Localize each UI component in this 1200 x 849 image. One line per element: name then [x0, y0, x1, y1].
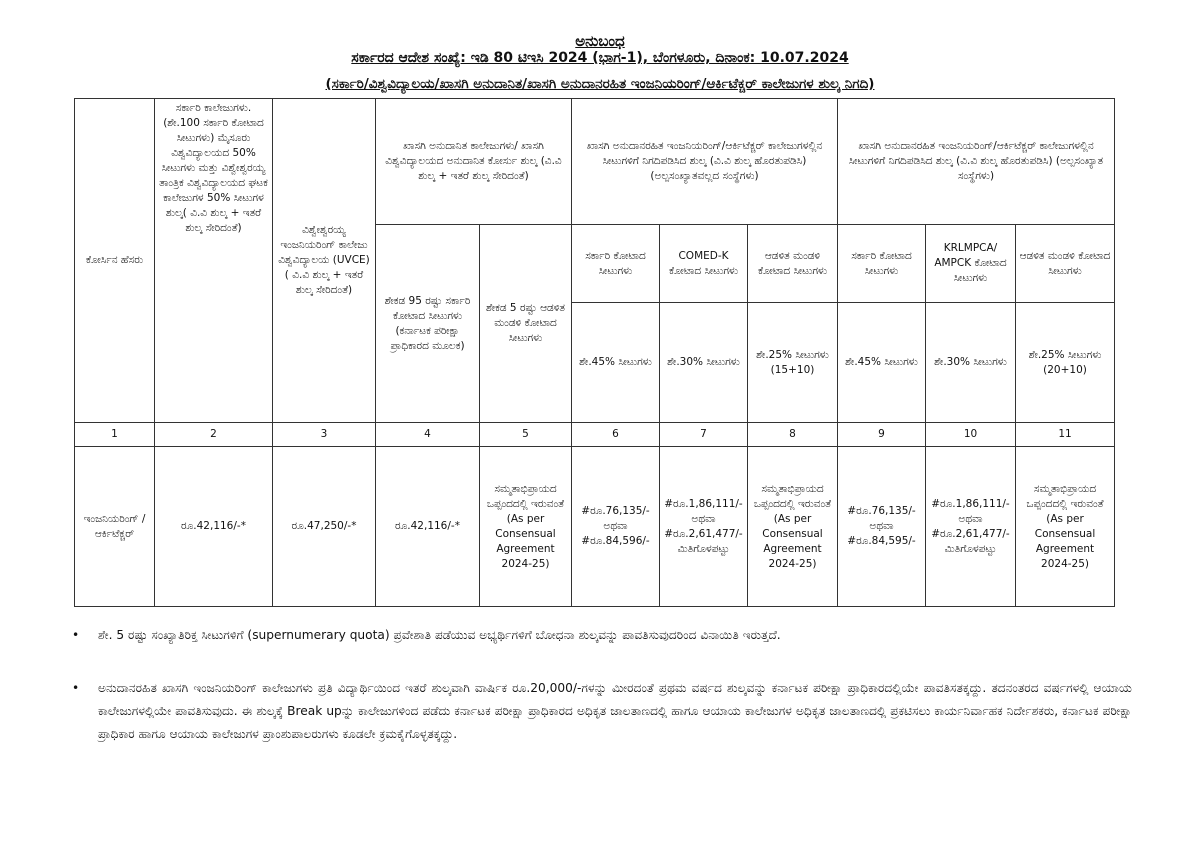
fee-aided-management-quota: ಸಮ್ಮತಾಭಿಪ್ರಾಯದ ಒಪ್ಪಂದದಲ್ಲಿ ಇರುವಂತೆ (As per Consensual Agreement 2024-25) — [480, 447, 572, 607]
fee-comedk-quota: #ರೂ.1,86,111/- ಅಥವಾ #ರೂ.2,61,477/- ಮಿತಿಗೊಳಪಟ್ಟು — [660, 447, 748, 607]
private-aided-header: ಖಾಸಗಿ ಅನುದಾನಿತ ಕಾಲೇಜುಗಳು/ ಖಾಸಗಿ ವಿಶ್ವವಿದ್ಯಾಲಯದ ಅನುದಾನಿತ ಕೋರ್ಸು ಶುಲ್ಕ (ವಿ.ವಿ ಶುಲ್ಕ + ಇತರೆ ಶುಲ್ಕ ಸೇರಿದಂತೆ) — [376, 99, 572, 225]
minority-management-quota-header: ಆಡಳಿತ ಮಂಡಳಿ ಕೋಟಾದ ಸೀಟುಗಳು — [1016, 225, 1115, 303]
fee-nonminority-management-quota: ಸಮ್ಮತಾಭಿಪ್ರಾಯದ ಒಪ್ಪಂದದಲ್ಲಿ ಇರುವಂತೆ (As per Consensual Agreement 2024-25) — [748, 447, 838, 607]
annexure-title: ಅನುಬಂಧ — [575, 32, 625, 50]
column-number: 10 — [926, 423, 1016, 447]
aided-govt-quota-header: ಶೇಕಡ 95 ರಷ್ಟು ಸರ್ಕಾರಿ ಕೋಟಾದ ಸೀಟುಗಳು (ಕರ್ನಾಟಕ ಪರೀಕ್ಷಾ ಪ್ರಾಧಿಕಾರದ ಮೂಲಕ) — [376, 225, 480, 423]
minority-govt-quota-header: ಸರ್ಕಾರಿ ಕೋಟಾದ ಸೀಟುಗಳು — [838, 225, 926, 303]
note-supernumerary — [72, 624, 1132, 647]
column-number: 3 — [273, 423, 376, 447]
course-engineering-architecture: ಇಂಜನಿಯರಿಂಗ್ / ಆರ್ಕಿಟೆಕ್ಚರ್ — [75, 447, 155, 607]
fee-minority-govt-quota: #ರೂ.76,135/- ಅಥವಾ #ರೂ.84,595/- — [838, 447, 926, 607]
krlmpca-quota-header: KRLMPCA/ AMPCK ಕೋಟಾದ ಸೀಟುಗಳು — [926, 225, 1016, 303]
private-unaided-nonminority-header: ಖಾಸಗಿ ಅನುದಾನರಹಿತ ಇಂಜನಿಯರಿಂಗ್/ಆರ್ಕಿಟೆಕ್ಚರ್ ಕಾಲೇಜುಗಳಲ್ಲಿನ ಸೀಟುಗಳಿಗೆ ನಿಗದಿಪಡಿಸಿದ ಶುಲ್ಕ (ವಿ.ವಿ ಶುಲ್ಕ ಹೊರತುಪಡಿಸಿ) (ಅಲ್ಪಸಂಖ್ಯಾತವಲ್ಲದ ಸಂಸ್ಥೆಗಳು) — [572, 99, 838, 225]
pct-col-7: ಶೇ.30% ಸೀಟುಗಳು — [660, 303, 748, 423]
government-colleges-header: ಸರ್ಕಾರಿ ಕಾಲೇಜುಗಳು. (ಶೇ.100 ಸರ್ಕಾರಿ ಕೋಟಾದ ಸೀಟುಗಳು) ಮೈಸೂರು ವಿಶ್ವವಿದ್ಯಾಲಯದ 50% ಸೀಟುಗಳು ಮತ್ತು ವಿಶ್ವೇಶ್ವರಯ್ಯ ತಾಂತ್ರಿಕ ವಿಶ್ವವಿದ್ಯಾಲಯದ ಘಟಕ ಕಾಲೇಜುಗಳ 50% ಸೀಟುಗಳ ಶುಲ್ಕ( ವಿ.ವಿ ಶುಲ್ಕ + ಇತರೆ ಶುಲ್ಕ ಸೇರಿದಂತೆ) — [155, 99, 273, 423]
fee-krlmpca-quota: #ರೂ.1,86,111/- ಅಥವಾ #ರೂ.2,61,477/- ಮಿತಿಗೊಳಪಟ್ಟು — [926, 447, 1016, 607]
nonminority-management-quota-header: ಆಡಳಿತ ಮಂಡಳಿ ಕೋಟಾದ ಸೀಟುಗಳು — [748, 225, 838, 303]
aided-management-quota-header: ಶೇಕಡ 5 ರಷ್ಟು ಆಡಳಿತ ಮಂಡಳಿ ಕೋಟಾದ ಸೀಟುಗಳು — [480, 225, 572, 423]
column-number: 8 — [748, 423, 838, 447]
column-number: 9 — [838, 423, 926, 447]
fee-table — [74, 98, 1115, 607]
course-name-header: ಕೋರ್ಸಿನ ಹೆಸರು — [75, 99, 155, 423]
government-order-line: ಸರ್ಕಾರದ ಆದೇಶ ಸಂಖ್ಯೆ: ಇಡಿ 80 ಟಿಇಸಿ 2024 (ಭಾಗ-1), ಬೆಂಗಳೂರು, ದಿನಾಂಕ: 10.07.2024 — [351, 50, 849, 66]
fee-uvce: ರೂ.47,250/-* — [273, 447, 376, 607]
fee-minority-management-quota: ಸಮ್ಮತಾಭಿಪ್ರಾಯದ ಒಪ್ಪಂದದಲ್ಲಿ ಇರುವಂತೆ (As per Consensual Agreement 2024-25) — [1016, 447, 1115, 607]
pct-col-11: ಶೇ.25% ಸೀಟುಗಳು (20+10) — [1016, 303, 1115, 423]
pct-col-8: ಶೇ.25% ಸೀಟುಗಳು (15+10) — [748, 303, 838, 423]
fee-nonminority-govt-quota: #ರೂ.76,135/- ಅಥವಾ #ರೂ.84,596/- — [572, 447, 660, 607]
note-text: ಅನುದಾನರಹಿತ ಖಾಸಗಿ ಇಂಜನಿಯರಿಂಗ್ ಕಾಲೇಜುಗಳು ಪ್ರತಿ ವಿದ್ಯಾರ್ಥಿಯಿಂದ ಇತರೆ ಶುಲ್ಕವಾಗಿ ವಾರ್ಷಿಕ ರೂ.20,000/-ಗಳನ್ನು ಮೀರದಂತೆ ಪ್ರಥಮ ವರ್ಷದ ಶುಲ್ಕವನ್ನು ಕರ್ನಾಟಕ ಪರೀಕ್ಷಾ ಪ್ರಾಧಿಕಾರದಲ್ಲಿಯೇ ಪಾವತಿಸತಕ್ಕದ್ದು. ತದನಂತರದ ವರ್ಷಗಳಲ್ಲಿ ಆಯಾಯ ಕಾಲೇಜುಗಳಲ್ಲಿಯೇ ಪಾವತಿಸುವುದು. ಈ ಶುಲ್ಕಕ್ಕೆ Break upನ್ನು ಕಾಲೇಜುಗಳಿಂದ ಪಡೆದು ಕರ್ನಾಟಕ ಪರೀಕ್ಷಾ ಪ್ರಾಧಿಕಾರದ ಅಧಿಕೃತ ಜಾಲತಾಣದಲ್ಲಿ ಹಾಗೂ ಆಯಾಯ ಕಾಲೇಜುಗಳ ಅಧಿಕೃತ ಜಾಲತಾಣದಲ್ಲಿ ಪ್ರಕಟಿಸಲು ಕಾರ್ಯನಿರ್ವಾಹಕ ನಿರ್ದೇಶಕರು, ಕರ್ನಾಟಕ ಪರೀಕ್ಷಾ ಪ್ರಾಧಿಕಾರ ಹಾಗೂ ಆಯಾಯ ಕಾಲೇಜುಗಳ ಪ್ರಾಂಶುಪಾಲರುಗಳು ಕೂಡಲೇ ಕ್ರಮಕೈಗೊಳ್ಳತಕ್ಕದ್ದು. — [98, 681, 1132, 741]
uvce-header: ವಿಶ್ವೇಶ್ವರಯ್ಯ ಇಂಜನಿಯರಿಂಗ್ ಕಾಲೇಜು ವಿಶ್ವವಿದ್ಯಾಲಯ (UVCE) ( ವಿ.ವಿ ಶುಲ್ಕ + ಇತರೆ ಶುಲ್ಕ ಸೇರಿದಂತೆ) — [273, 99, 376, 423]
column-number: 7 — [660, 423, 748, 447]
note-text: ಶೇ. 5 ರಷ್ಟು ಸಂಖ್ಯಾತಿರಿಕ್ತ ಸೀಟುಗಳಿಗೆ (supernumerary quota) ಪ್ರವೇಶಾತಿ ಪಡೆಯುವ ಅಭ್ಯರ್ಥಿಗಳಿಗೆ ಬೋಧನಾ ಶುಲ್ಕವನ್ನು ಪಾವತಿಸುವುದರಿಂದ ವಿನಾಯಿತಿ ಇರುತ್ತದೆ. — [98, 628, 781, 642]
bullet-icon: • — [72, 681, 80, 695]
column-number: 6 — [572, 423, 660, 447]
pct-col-10: ಶೇ.30% ಸೀಟುಗಳು — [926, 303, 1016, 423]
fee-aided-govt-quota: ರೂ.42,116/-* — [376, 447, 480, 607]
comedk-quota-header: COMED-K ಕೋಟಾದ ಸೀಟುಗಳು — [660, 225, 748, 303]
private-unaided-minority-header: ಖಾಸಗಿ ಅನುದಾನರಹಿತ ಇಂಜನಿಯರಿಂಗ್/ಆರ್ಕಿಟೆಕ್ಚರ್ ಕಾಲೇಜುಗಳಲ್ಲಿನ ಸೀಟುಗಳಿಗೆ ನಿಗದಿಪಡಿಸಿದ ಶುಲ್ಕ (ವಿ.ವಿ ಶುಲ್ಕ ಹೊರತುಪಡಿಸಿ) (ಅಲ್ಪಸಂಖ್ಯಾತ ಸಂಸ್ಥೆಗಳು) — [838, 99, 1115, 225]
column-number: 1 — [75, 423, 155, 447]
column-number: 4 — [376, 423, 480, 447]
note-other-fees — [72, 677, 1132, 746]
pct-col-6: ಶೇ.45% ಸೀಟುಗಳು — [572, 303, 660, 423]
pct-col-9: ಶೇ.45% ಸೀಟುಗಳು — [838, 303, 926, 423]
fee-data-row — [75, 447, 1115, 607]
header-row-1 — [75, 99, 1115, 225]
column-number: 2 — [155, 423, 273, 447]
bullet-icon: • — [72, 628, 80, 642]
column-number: 11 — [1016, 423, 1115, 447]
nonminority-govt-quota-header: ಸರ್ಕಾರಿ ಕೋಟಾದ ಸೀಟುಗಳು — [572, 225, 660, 303]
document-subtitle: (ಸರ್ಕಾರಿ/ವಿಶ್ವವಿದ್ಯಾಲಯ/ಖಾಸಗಿ ಅನುದಾನಿತ/ಖಾಸಗಿ ಅನುದಾನರಹಿತ ಇಂಜನಿಯರಿಂಗ್/ಆರ್ಕಿಟೆಕ್ಚರ್ ಕಾಲೇಜುಗಳ ಶುಲ್ಕ ನಿಗದಿ) — [325, 76, 875, 92]
fee-govt-colleges: ರೂ.42,116/-* — [155, 447, 273, 607]
column-number: 5 — [480, 423, 572, 447]
column-number-row — [75, 423, 1115, 447]
